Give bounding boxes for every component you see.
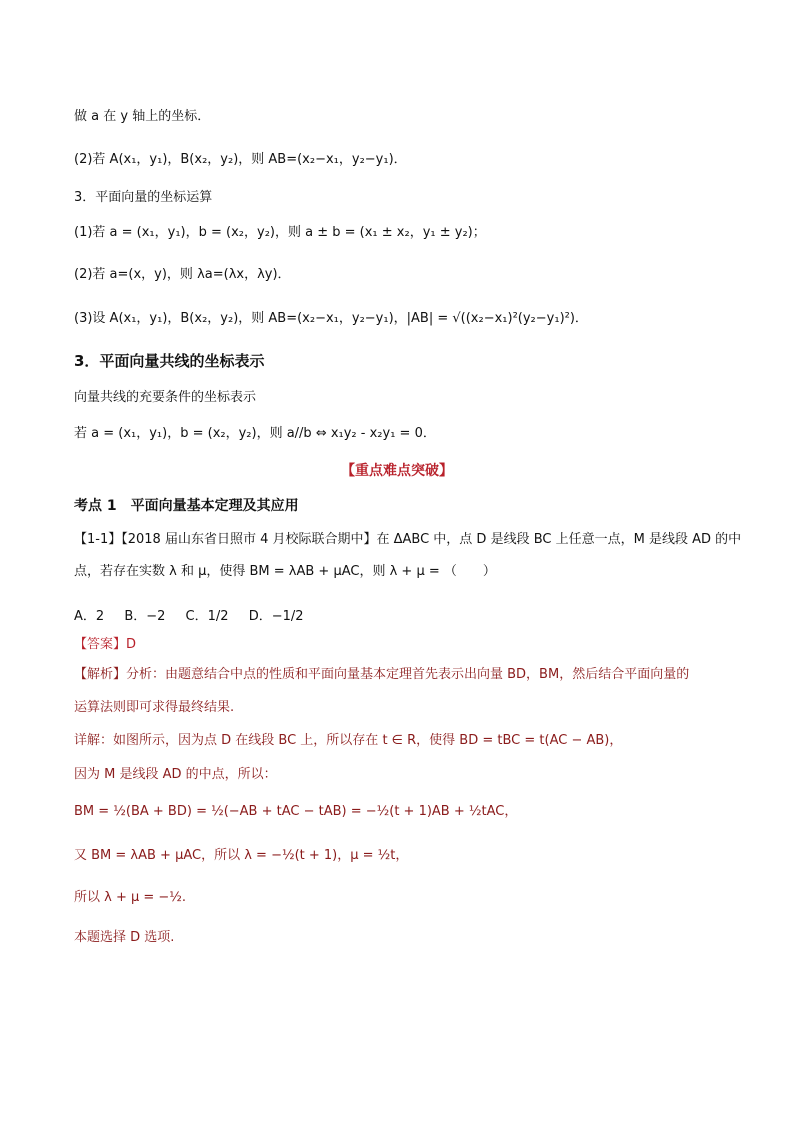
text-line: (1)若 a = (x₁，y₁)，b = (x₂，y₂)，则 a ± b = (x₁ ± x₂，y₁ ± y₂)； (74, 225, 486, 240)
answer: 【答案】D (74, 637, 137, 652)
text-line: 3．平面向量的坐标运算 (74, 190, 213, 205)
analysis-line: 运算法则即可求得最终结果. (74, 700, 235, 715)
analysis-line: 所以 λ + μ = −½. (74, 890, 187, 905)
option-b: B．−2 (124, 609, 166, 624)
analysis-line: 【解析】分析：由题意结合中点的性质和平面向量基本定理首先表示出向量 BD，BM，然后结合平面向量的 (74, 667, 690, 682)
question-line: 点，若存在实数 λ 和 μ，使得 BM = λAB + μAC，则 λ + μ = （ ） (74, 564, 496, 579)
section-title: 【重点难点突破】 (341, 463, 453, 479)
text-line: (2)若 a=(x，y)，则 λa=(λx，λy)． (74, 267, 291, 282)
options-row (74, 608, 320, 626)
topic-heading: 考点 1 平面向量基本定理及其应用 (74, 498, 299, 514)
text-line: 做 a 在 y 轴上的坐标． (74, 109, 211, 124)
section-heading: 3．平面向量共线的坐标表示 (74, 352, 265, 370)
analysis-line: 又 BM = λAB + μAC，所以 λ = −½(t + 1)，μ = ½t， (74, 848, 409, 863)
option-d: D．−1/2 (248, 609, 304, 624)
text-line: 若 a = (x₁，y₁)，b = (x₂，y₂)，则 a//b ⇔ x₁y₂ - x₂y₁ = 0． (74, 426, 436, 441)
text-line: (3)设 A(x₁，y₁)，B(x₂，y₂)，则 AB=(x₂−x₁，y₂−y₁)，|AB| = √((x₂−x₁)²(y₂−y₁)²)． (74, 311, 588, 326)
analysis-line: BM = ½(BA + BD) = ½(−AB + tAC − tAB) = −½(t + 1)AB + ½tAC， (74, 804, 518, 819)
analysis-line: 本题选择 D 选项. (74, 930, 175, 945)
text-line: (2)若 A(x₁，y₁)，B(x₂，y₂)，则 AB=(x₂−x₁，y₂−y₁)． (74, 152, 407, 167)
option-a: A．2 (74, 609, 105, 624)
question-line: 【1-1】【2018 届山东省日照市 4 月校际联合期中】在 ΔABC 中，点 D 是线段 BC 上任意一点，M 是线段 AD 的中 (74, 532, 742, 547)
analysis-line: 详解：如图所示，因为点 D 在线段 BC 上，所以存在 t ∈ R，使得 BD = tBC = t(AC − AB)， (74, 733, 623, 748)
text-line: 向量共线的充要条件的坐标表示 (74, 390, 257, 405)
analysis-line: 因为 M 是线段 AD 的中点，所以： (74, 767, 277, 782)
option-c: C．1/2 (185, 609, 229, 624)
